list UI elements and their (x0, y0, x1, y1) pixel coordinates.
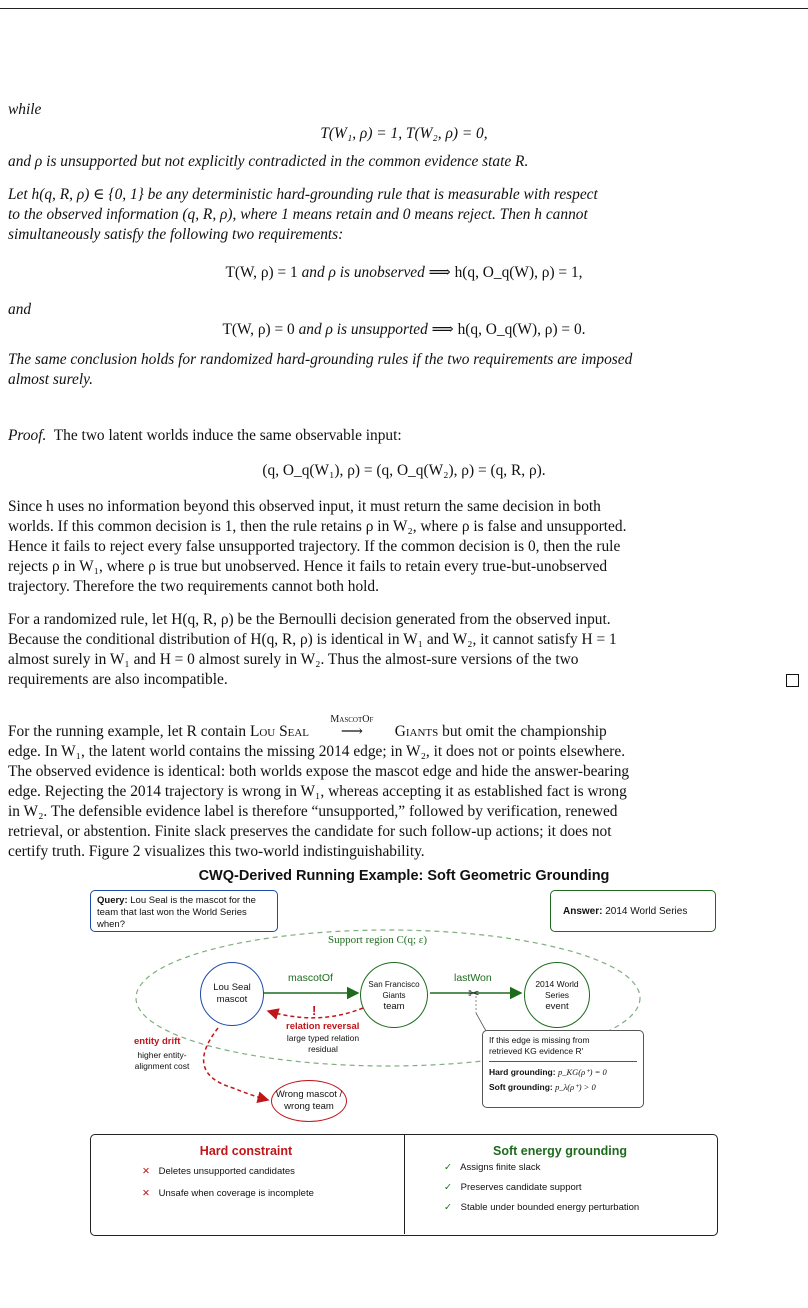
soft-grounding-head: Soft energy grounding (492, 1144, 628, 1158)
equation-3: T(W, ρ) = 0 and ρ is unsupported ⟹ h(q, O_q(W), ρ) = 0. (222, 321, 586, 338)
answer-text: 2014 World Series (605, 905, 688, 917)
entity-drift-edge (204, 1028, 268, 1100)
node-sf-giants: San Francisco Giants team (360, 962, 428, 1028)
node-lou-seal: Lou Seal mascot (200, 962, 264, 1026)
support-region-label: Support region C(q; ε) (328, 934, 428, 946)
text-since-4: rejects ρ in W₁, where ρ is true but unobserved. Hence it fails to retain every true-but-unobserved (8, 558, 608, 575)
check-icon: ✓ (444, 1182, 452, 1193)
text-run-4: edge. Rejecting the 2014 trajectory is wrong in W₁, whereas accepting it as established fact is wrong (8, 783, 627, 800)
text-same-2: almost surely. (8, 371, 93, 388)
entity-drift-label: entity drift (134, 1036, 181, 1047)
text-and-rho: and ρ is unsupported but not explicitly contradicted in the common evidence state R. (8, 153, 529, 170)
hard-item-1: ✕ Deletes unsupported candidates (142, 1166, 295, 1177)
top-rule (0, 8, 808, 9)
text-run-2: edge. In W₁, the latent world contains the missing 2014 edge; in W₂, it does not or points elsewhere. (8, 743, 626, 760)
text-run-5: in W₂. The defensible evidence label is therefore “unsupported,” followed by verification, renewed (8, 803, 618, 820)
relation-reversal-label: relation reversal (286, 1021, 360, 1032)
check-icon: ✓ (444, 1162, 452, 1173)
text-same-1: The same conclusion holds for randomized hard-grounding rules if the two requirements are imposed (8, 351, 633, 368)
lastwon-label: lastWon (454, 972, 492, 984)
text-since-5: trajectory. Therefore the two requirements cannot both hold. (8, 578, 379, 595)
query-text: Lou Seal is the mascot for the team that last won the World Series when? (97, 895, 256, 930)
node-wrong-mascot: Wrong mascot / wrong team (271, 1080, 347, 1122)
missing-edge-box: If this edge is missing from retrieved KG evidence R′ Hard grounding: p_KG(ρ⁺) = 0 Soft grounding: p_λ(ρ⁺) > 0 (482, 1030, 644, 1108)
text-rand-1: For a randomized rule, let H(q, R, ρ) be the Bernoulli decision generated from the observed input. (8, 611, 611, 628)
entity-drift-sub: higher entity- alignment cost (134, 1050, 190, 1071)
figure-2 (88, 868, 720, 1308)
node-world-series: 2014 World Series event (524, 962, 590, 1028)
text-while: while (8, 101, 42, 118)
soft-item-2: ✓ Preserves candidate support (444, 1182, 582, 1193)
text-run-1: For the running example, let R contain Lou Seal MascotOf ⟶ Giants but omit the championship (8, 714, 607, 740)
proof-intro: Proof. The two latent worlds induce the same observable input: (8, 427, 402, 444)
soft-item-3: ✓ Stable under bounded energy perturbation (444, 1202, 640, 1213)
mascotof-label: mascotOf (288, 972, 333, 984)
qed-square (786, 674, 799, 687)
equation-2: T(W, ρ) = 1 and ρ is unobserved ⟹ h(q, O_q(W), ρ) = 1, (225, 264, 583, 281)
text-rand-2: Because the conditional distribution of H(q, R, ρ) is identical in W₁ and W₂, it cannot satisfy H = 1 (8, 631, 617, 648)
text-run-7: certify truth. Figure 2 visualizes this two-world indistinguishability. (8, 843, 425, 860)
text-since-3: Hence it fails to reject every false unsupported trajectory. If the common decision is 0, then the rule (8, 538, 621, 555)
text-rand-3: almost surely in W₁ and H = 0 almost surely in W₂. Thus the almost-sure versions of the two (8, 651, 579, 668)
equation-4: (q, O_q(W₁), ρ) = (q, O_q(W₂), ρ) = (q, R, ρ). (262, 462, 546, 479)
scissors-icon: ✂ (468, 985, 480, 1001)
text-since-2: worlds. If this common decision is 1, then the rule retains ρ in W₂, where ρ is false and unsupported. (8, 518, 627, 535)
text-let-h-1: Let h(q, R, ρ) ∈ {0, 1} be any deterministic hard-grounding rule that is measurable with respect (8, 186, 598, 203)
cross-icon: ✕ (142, 1166, 150, 1177)
text-rand-4: requirements are also incompatible. (8, 671, 228, 688)
cross-icon: ✕ (142, 1188, 150, 1199)
equation-1: T(W₁, ρ) = 1, T(W₂, ρ) = 0, (320, 125, 488, 142)
hard-constraint-head: Hard constraint (199, 1144, 293, 1158)
missing-pointer (476, 1013, 486, 1031)
text-let-h-2: to the observed information (q, R, ρ), where 1 means retain and 0 means reject. Then h cannot (8, 206, 588, 223)
proof-label: Proof. (8, 427, 47, 444)
check-icon: ✓ (444, 1202, 452, 1213)
soft-item-1: ✓ Assigns finite slack (444, 1162, 541, 1173)
figure-title: CWQ-Derived Running Example: Soft Geometric Grounding (198, 868, 610, 884)
hard-item-2: ✕ Unsafe when coverage is incomplete (142, 1188, 314, 1199)
relation-reversal-sub: large typed relation residual (286, 1033, 360, 1054)
text-run-6: retrieval, or abstention. Finite slack preserves the candidate for such follow-up actions; it does not (8, 823, 612, 840)
text-since-1: Since h uses no information beyond this observed input, it must return the same decision in both (8, 498, 601, 515)
text-run-3: The observed evidence is identical: both worlds expose the mascot edge and hide the answer-bearing (8, 763, 630, 780)
text-let-h-3: simultaneously satisfy the following two requirements: (8, 226, 344, 243)
reversal-exclaim: ! (312, 1003, 317, 1018)
query-box (90, 890, 278, 932)
text-and: and (8, 301, 32, 318)
answer-box (550, 890, 716, 932)
query-label: Query: (97, 895, 128, 906)
answer-label: Answer: (563, 905, 603, 917)
